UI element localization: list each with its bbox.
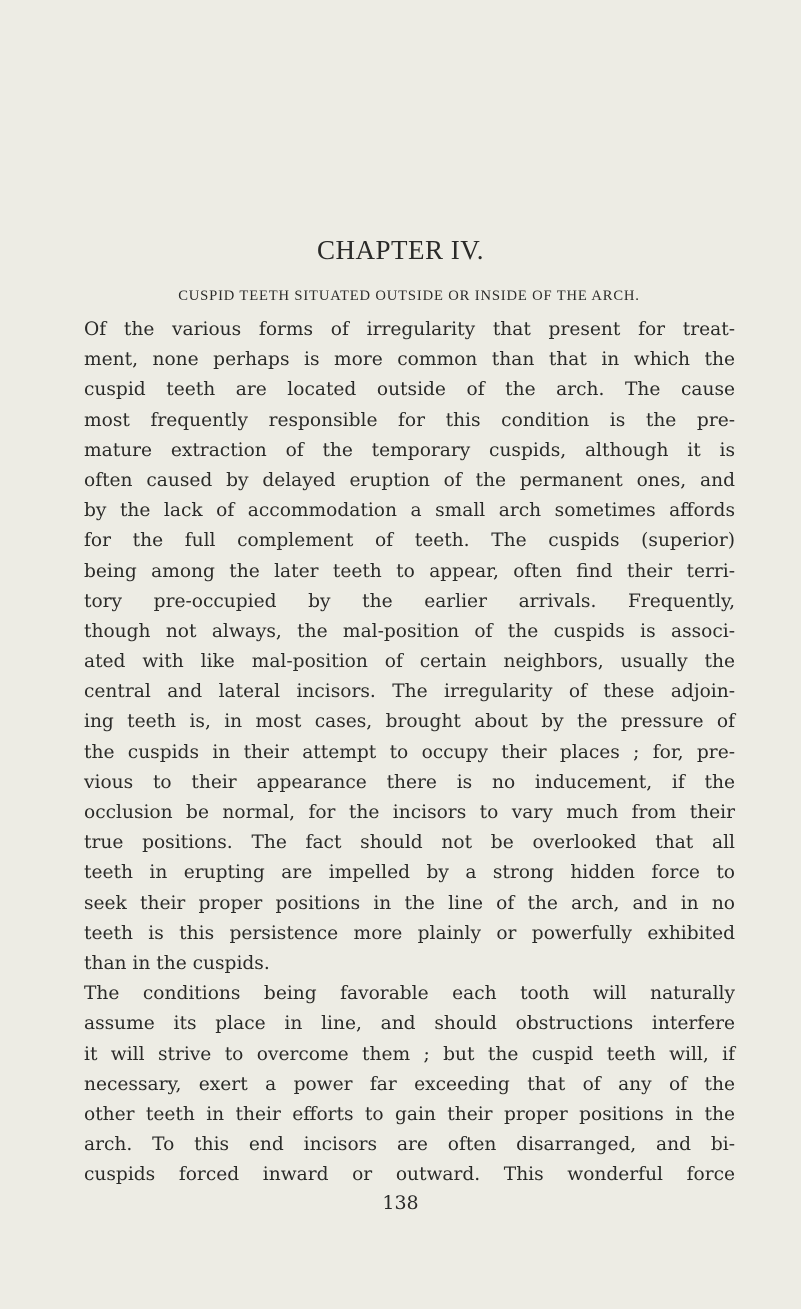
text-line: teeth in erupting are impelled by a strong hidden force to <box>84 862 735 884</box>
text-line: ment, none perhaps is more common than that in which the <box>84 349 735 371</box>
page-number: 138 <box>382 1192 419 1214</box>
chapter-title: CHAPTER IV. <box>316 235 485 265</box>
text-line: ated with like mal-position of certain neighbors, usually the <box>84 651 735 673</box>
text-line: ing teeth is, in most cases, brought about by the pressure of <box>84 711 735 733</box>
text-line: necessary, exert a power far exceeding that of any of the <box>84 1073 735 1095</box>
text-line: for the full complement of teeth. The cuspids (superior) <box>84 530 735 552</box>
text-line: it will strive to overcome them ; but the cuspid teeth will, if <box>84 1043 735 1065</box>
text-line: cuspids forced inward or outward. This wonderful force <box>84 1164 735 1186</box>
text-line: mature extraction of the temporary cuspids, although it is <box>84 439 735 461</box>
text-line: teeth is this persistence more plainly or powerfully exhibited <box>84 922 735 944</box>
text-line: other teeth in their efforts to gain their proper positions in the <box>84 1103 735 1125</box>
text-line: being among the later teeth to appear, often find their terri- <box>84 560 735 582</box>
text-line: cuspid teeth are located outside of the arch. The cause <box>84 379 735 401</box>
text-line: occlusion be normal, for the incisors to vary much from their <box>84 802 735 823</box>
chapter-subtitle: CUSPID TEETH SITUATED OUTSIDE OR INSIDE OF THE ARCH. <box>178 288 640 304</box>
text-line: Of the various forms of irregularity that present for treat- <box>84 319 735 340</box>
text-line: by the lack of accommodation a small arch sometimes affords <box>84 500 735 522</box>
text-line: arch. To this end incisors are often disarranged, and bi- <box>84 1134 735 1156</box>
text-line: most frequently responsible for this condition is the pre- <box>84 409 735 431</box>
text-line: The conditions being favorable each tooth will naturally <box>84 983 735 1005</box>
text-line: central and lateral incisors. The irregularity of these adjoin- <box>84 681 735 703</box>
body-text <box>84 315 735 1190</box>
text-line: though not always, the mal-position of the cuspids is associ- <box>84 620 735 642</box>
text-line: seek their proper positions in the line of the arch, and in no <box>84 892 735 914</box>
text-line: the cuspids in their attempt to occupy their places ; for, pre- <box>84 741 735 763</box>
text-line: true positions. The fact should not be overlooked that all <box>84 832 735 854</box>
text-line: assume its place in line, and should obstructions interfere <box>84 1013 735 1035</box>
text-line: tory pre-occupied by the earlier arrivals. Frequently, <box>84 590 735 612</box>
text-line: than in the cuspids. <box>84 952 270 974</box>
text-line: vious to their appearance there is no inducement, if the <box>84 771 735 793</box>
text-line: often caused by delayed eruption of the permanent ones, and <box>84 469 735 491</box>
